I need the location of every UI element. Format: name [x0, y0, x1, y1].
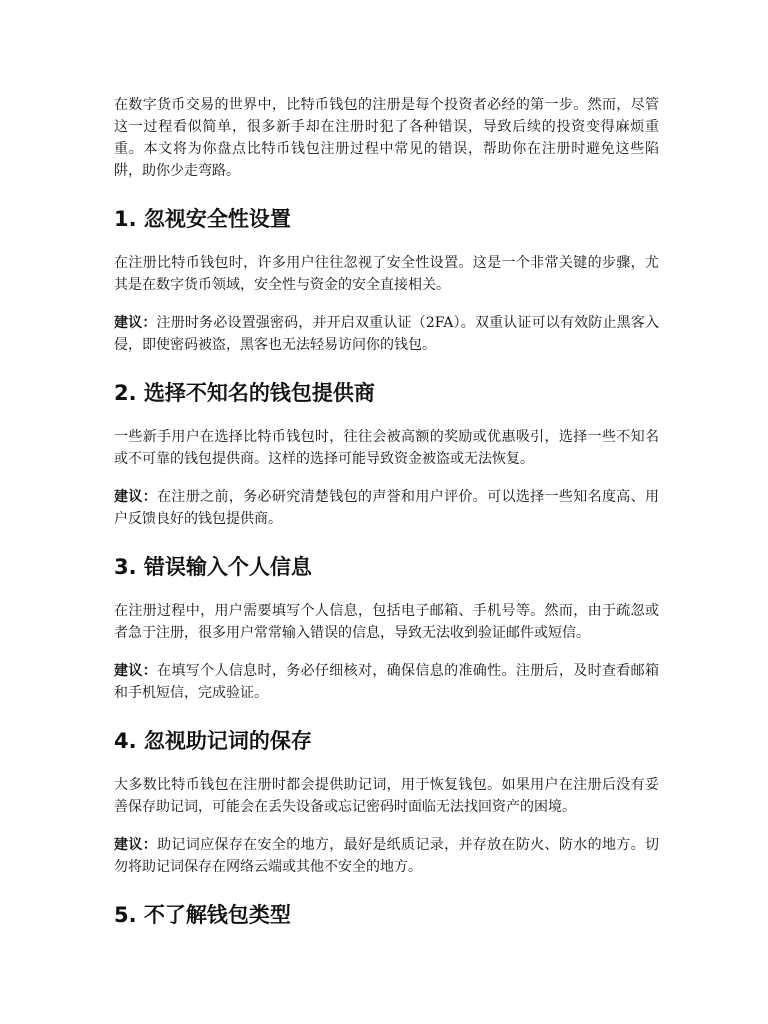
section-3-body: 在注册过程中，用户需要填写个人信息，包括电子邮箱、手机号等。然而，由于疏忽或者急于注册，很多用户常常输入错误的信息，导致无法收到验证邮件或短信。 — [114, 603, 659, 641]
suggestion-text: 在填写个人信息时，务必仔细核对，确保信息的准确性。注册后，及时查看邮箱和手机短信，完成验证。 — [114, 663, 660, 701]
section-2-suggestion — [114, 486, 659, 530]
section-1-suggestion — [114, 312, 659, 356]
section-5-heading: 5. 不了解钱包类型 — [114, 903, 291, 927]
section-1-heading: 1. 忽视安全性设置 — [114, 207, 291, 231]
suggestion-text: 注册时务必设置强密码，并开启双重认证（2FA）。双重认证可以有效防止黑客入侵，即使密码被盗，黑客也无法轻易访问你的钱包。 — [114, 315, 660, 353]
section-4-body: 大多数比特币钱包在注册时都会提供助记词，用于恢复钱包。如果用户在注册后没有妥善保存助记词，可能会在丢失设备或忘记密码时面临无法找回资产的困境。 — [114, 777, 659, 815]
section-3-suggestion — [114, 660, 659, 704]
suggestion-label: 建议： — [114, 489, 158, 505]
document-page — [114, 94, 659, 948]
suggestion-label: 建议： — [114, 663, 158, 679]
suggestion-label: 建议： — [114, 315, 157, 331]
intro-paragraph: 在数字货币交易的世界中，比特币钱包的注册是每个投资者必经的第一步。然而，尽管这一过程看似简单，很多新手却在注册时犯了各种错误，导致后续的投资变得麻烦重重。本文将为你盘点比特币钱包注册过程中常见的错误，帮助你在注册时避免这些陷阱，助你少走弯路。 — [114, 97, 659, 179]
section-3-heading: 3. 错误输入个人信息 — [114, 555, 312, 579]
section-4-suggestion — [114, 834, 659, 878]
section-2-body: 一些新手用户在选择比特币钱包时，往往会被高额的奖励或优惠吸引，选择一些不知名或不可靠的钱包提供商。这样的选择可能导致资金被盗或无法恢复。 — [114, 429, 659, 467]
section-2-heading: 2. 选择不知名的钱包提供商 — [114, 381, 375, 405]
suggestion-text: 助记词应保存在安全的地方，最好是纸质记录，并存放在防火、防水的地方。切勿将助记词保存在网络云端或其他不安全的地方。 — [114, 837, 660, 875]
section-4-heading: 4. 忽视助记词的保存 — [114, 729, 312, 753]
suggestion-text: 在注册之前，务必研究清楚钱包的声誉和用户评价。可以选择一些知名度高、用户反馈良好的钱包提供商。 — [114, 489, 660, 527]
section-1-body: 在注册比特币钱包时，许多用户往往忽视了安全性设置。这是一个非常关键的步骤，尤其是在数字货币领域，安全性与资金的安全直接相关。 — [114, 255, 659, 293]
suggestion-label: 建议： — [114, 837, 158, 853]
